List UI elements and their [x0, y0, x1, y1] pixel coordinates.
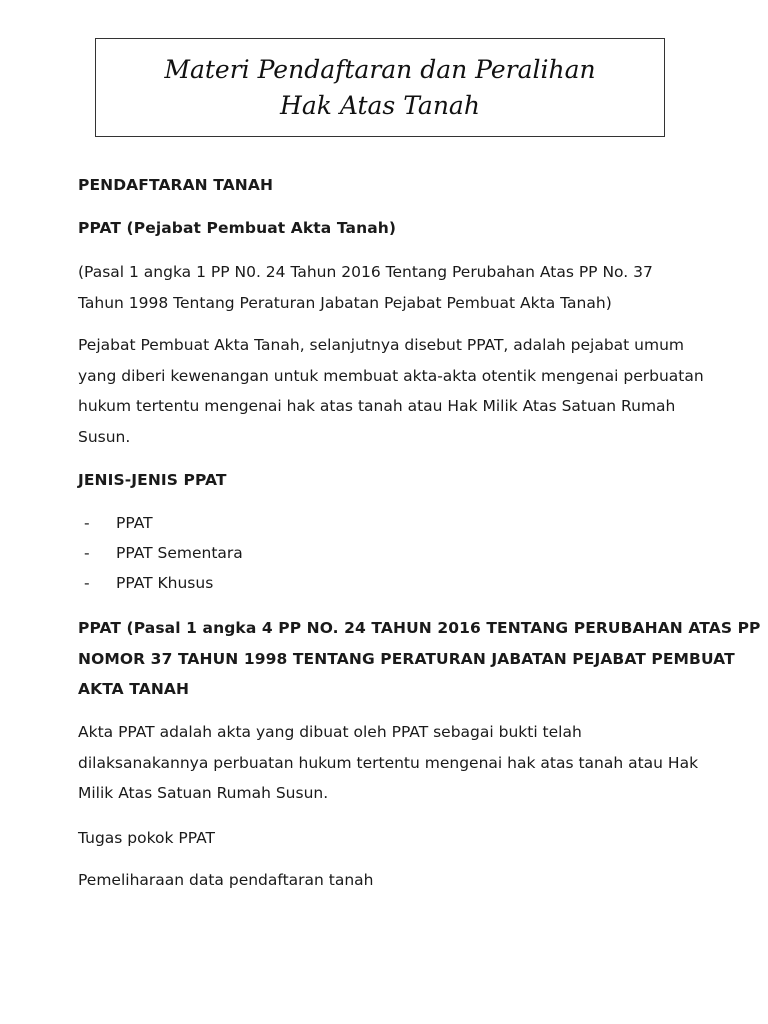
paragraph-line-2: dilaksanakannya perbuatan hukum tertentu mengenai hak atas tanah atau Hak [78, 753, 699, 772]
tugas-pokok-text: Tugas pokok PPAT [78, 829, 215, 847]
document-title-line-2: Hak Atas Tanah [280, 91, 480, 120]
section-heading-ppat: PPAT (Pejabat Pembuat Akta Tanah) [78, 219, 397, 237]
pasal-reference-line-1: (Pasal 1 angka 1 PP N0. 24 Tahun 2016 Tentang Perubahan Atas PP No. 37 [78, 263, 653, 281]
title-box [95, 38, 665, 137]
paragraph-line-2: yang diberi kewenangan untuk membuat akta-akta otentik mengenai perbuatan [78, 366, 704, 385]
ppat-definition-paragraph [78, 330, 704, 452]
pasal-reference [78, 257, 653, 318]
akta-definition-paragraph [78, 717, 698, 809]
section-heading-akta-ppat [78, 613, 761, 705]
heading-line-2: NOMOR 37 TAHUN 1998 TENTANG PERATURAN JABATAN PEJABAT PEMBUAT [78, 649, 735, 668]
paragraph-line-1: Akta PPAT adalah akta yang dibuat oleh PPAT sebagai bukti telah [78, 723, 582, 741]
list-item-label: PPAT Sementara [116, 544, 243, 562]
list-item-label: PPAT [116, 514, 153, 532]
list-item-label: PPAT Khusus [116, 574, 214, 592]
paragraph-line-3: Milik Atas Satuan Rumah Susun. [78, 784, 329, 802]
pasal-reference-line-2: Tahun 1998 Tentang Peraturan Jabatan Pejabat Pembuat Akta Tanah) [78, 293, 612, 312]
list-dash: - [84, 574, 90, 592]
list-dash: - [84, 544, 90, 562]
pemeliharaan-text: Pemeliharaan data pendaftaran tanah [78, 871, 374, 889]
paragraph-line-3: hukum tertentu mengenai hak atas tanah atau Hak Milik Atas Satuan Rumah [78, 397, 676, 415]
list-dash: - [84, 514, 90, 532]
section-heading-pendaftaran-tanah: PENDAFTARAN TANAH [78, 176, 274, 194]
paragraph-line-1: Pejabat Pembuat Akta Tanah, selanjutnya disebut PPAT, adalah pejabat umum [78, 336, 685, 354]
document-title-line-1: Materi Pendaftaran dan Peralihan [164, 55, 596, 84]
heading-line-1: PPAT (Pasal 1 angka 4 PP NO. 24 TAHUN 2016 TENTANG PERUBAHAN ATAS PP [78, 619, 761, 637]
heading-line-3: AKTA TANAH [78, 680, 190, 698]
paragraph-line-4: Susun. [78, 427, 131, 446]
section-heading-jenis-ppat: JENIS-JENIS PPAT [78, 471, 227, 489]
